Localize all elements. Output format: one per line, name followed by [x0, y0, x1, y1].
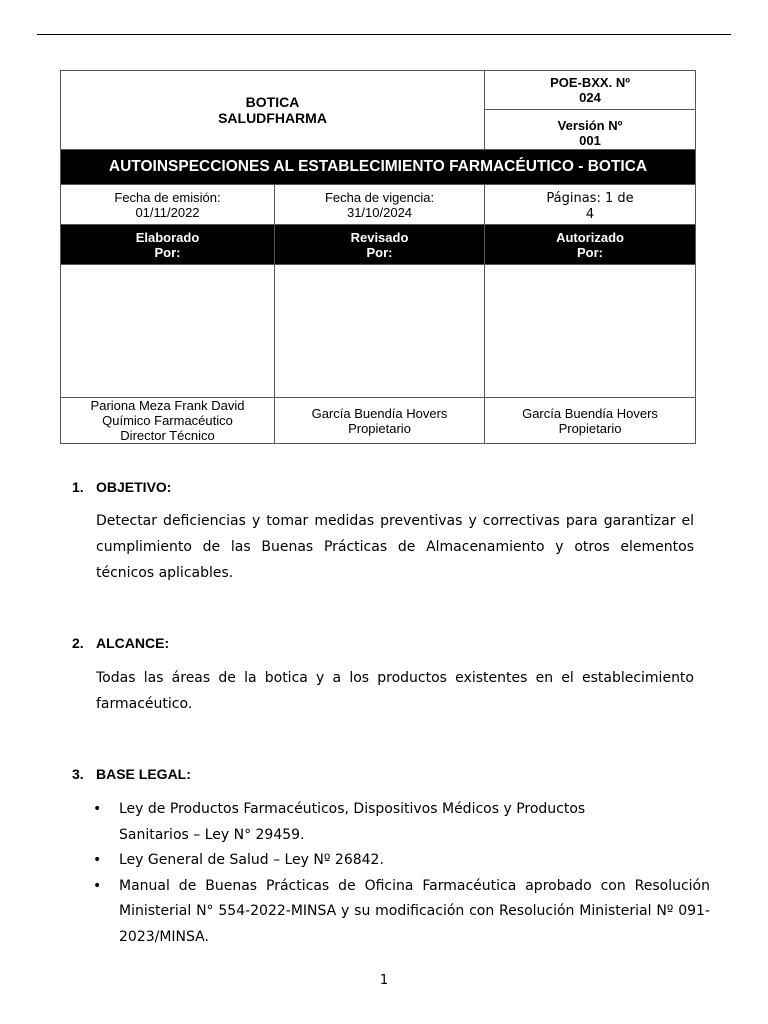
role-authorized-cell — [485, 225, 696, 265]
company-name-line1: BOTICA — [245, 94, 300, 110]
section-heading-base-legal — [72, 766, 191, 782]
document-header-table — [60, 70, 696, 444]
document-title: AUTOINSPECCIONES AL ESTABLECIMIENTO FARMACÉUTICO - BOTICA — [61, 150, 696, 185]
role-reviewed-cell — [275, 225, 485, 265]
section-title: ALCANCE: — [96, 635, 170, 651]
list-item-line1: Ley de Productos Farmacéuticos, Dispositivos Médicos y Productos — [119, 801, 586, 817]
version-cell — [485, 110, 696, 150]
signer-prepared-title: Químico Farmacéutico — [102, 413, 233, 428]
role-reviewed-line1: Revisado — [350, 229, 409, 245]
version-value: 001 — [579, 132, 601, 148]
document-code-label: POE-BXX. Nº — [550, 75, 630, 90]
section-number: 3. — [72, 766, 84, 782]
company-name-line2: SALUDFHARMA — [218, 110, 327, 126]
signer-authorized-title: Propietario — [558, 420, 622, 436]
signer-authorized-cell — [485, 398, 696, 444]
list-item-text: Ley General de Salud – Ley Nº 26842. — [119, 852, 384, 868]
emission-date: 01/11/2022 — [135, 204, 200, 220]
signer-prepared-cell — [61, 398, 275, 444]
section-number: 1. — [72, 479, 84, 495]
signature-box-reviewed — [275, 265, 485, 398]
role-prepared-line1: Elaborado — [135, 229, 200, 245]
bullet-icon: • — [93, 852, 102, 868]
signer-prepared-position: Director Técnico — [120, 428, 215, 443]
header-rule — [37, 34, 731, 35]
signer-reviewed-title: Propietario — [348, 420, 411, 436]
version-label: Versión Nº — [557, 117, 623, 133]
document-code-cell — [485, 71, 696, 110]
section-text-alcance: Todas las áreas de la botica y a los productos existentes en el establecimiento farmacéutico. — [96, 670, 694, 712]
bullet-icon: • — [93, 801, 102, 817]
validity-date: 31/10/2024 — [346, 204, 413, 220]
validity-date-cell — [275, 185, 485, 225]
section-title: BASE LEGAL: — [96, 766, 191, 782]
pages-label: Páginas: 1 de — [546, 191, 634, 206]
emission-date-cell — [61, 185, 275, 225]
role-authorized-line1: Autorizado — [556, 229, 624, 245]
company-name-cell — [61, 71, 485, 150]
signature-box-prepared — [61, 265, 275, 398]
pages-total: 4 — [585, 207, 595, 222]
document-code-value: 024 — [579, 90, 601, 105]
signer-reviewed-cell — [275, 398, 485, 444]
role-authorized-line2: Por: — [577, 244, 604, 260]
section-text-objetivo: Detectar deficiencias y tomar medidas preventivas y correctivas para garantizar el cumplimiento de las Buenas Prácticas de Almacenamiento y otros elementos técnicos aplicables. — [96, 513, 694, 581]
pages-cell — [485, 185, 696, 225]
bullet-icon: • — [93, 877, 102, 894]
list-item — [90, 874, 710, 951]
role-prepared-cell — [61, 225, 275, 265]
list-item — [90, 797, 710, 848]
section-heading-objetivo — [72, 479, 171, 495]
signature-box-authorized — [485, 265, 696, 398]
list-item-text: Manual de Buenas Prácticas de Oficina Farmacéutica aprobado con Resolución Ministerial N° 554-2022-MINSA y su modificación con Resolución Ministerial Nº 091-2023/MINSA. — [119, 877, 710, 945]
list-item-line2: Sanitarios – Ley N° 29459. — [119, 826, 305, 843]
signer-prepared-name: Pariona Meza Frank David — [90, 398, 245, 413]
section-heading-alcance — [72, 635, 169, 651]
list-item — [90, 848, 710, 874]
validity-label: Fecha de vigencia: — [324, 189, 435, 205]
signer-reviewed-name: García Buendía Hovers — [311, 405, 448, 421]
page-number: 1 — [379, 973, 389, 988]
section-number: 2. — [72, 635, 84, 651]
role-prepared-line2: Por: — [154, 244, 181, 260]
legal-basis-list — [90, 797, 710, 950]
signer-authorized-name: García Buendía Hovers — [522, 405, 658, 421]
emission-label: Fecha de emisión: — [114, 189, 221, 205]
role-reviewed-line2: Por: — [366, 244, 393, 260]
section-title: OBJETIVO: — [96, 479, 172, 495]
